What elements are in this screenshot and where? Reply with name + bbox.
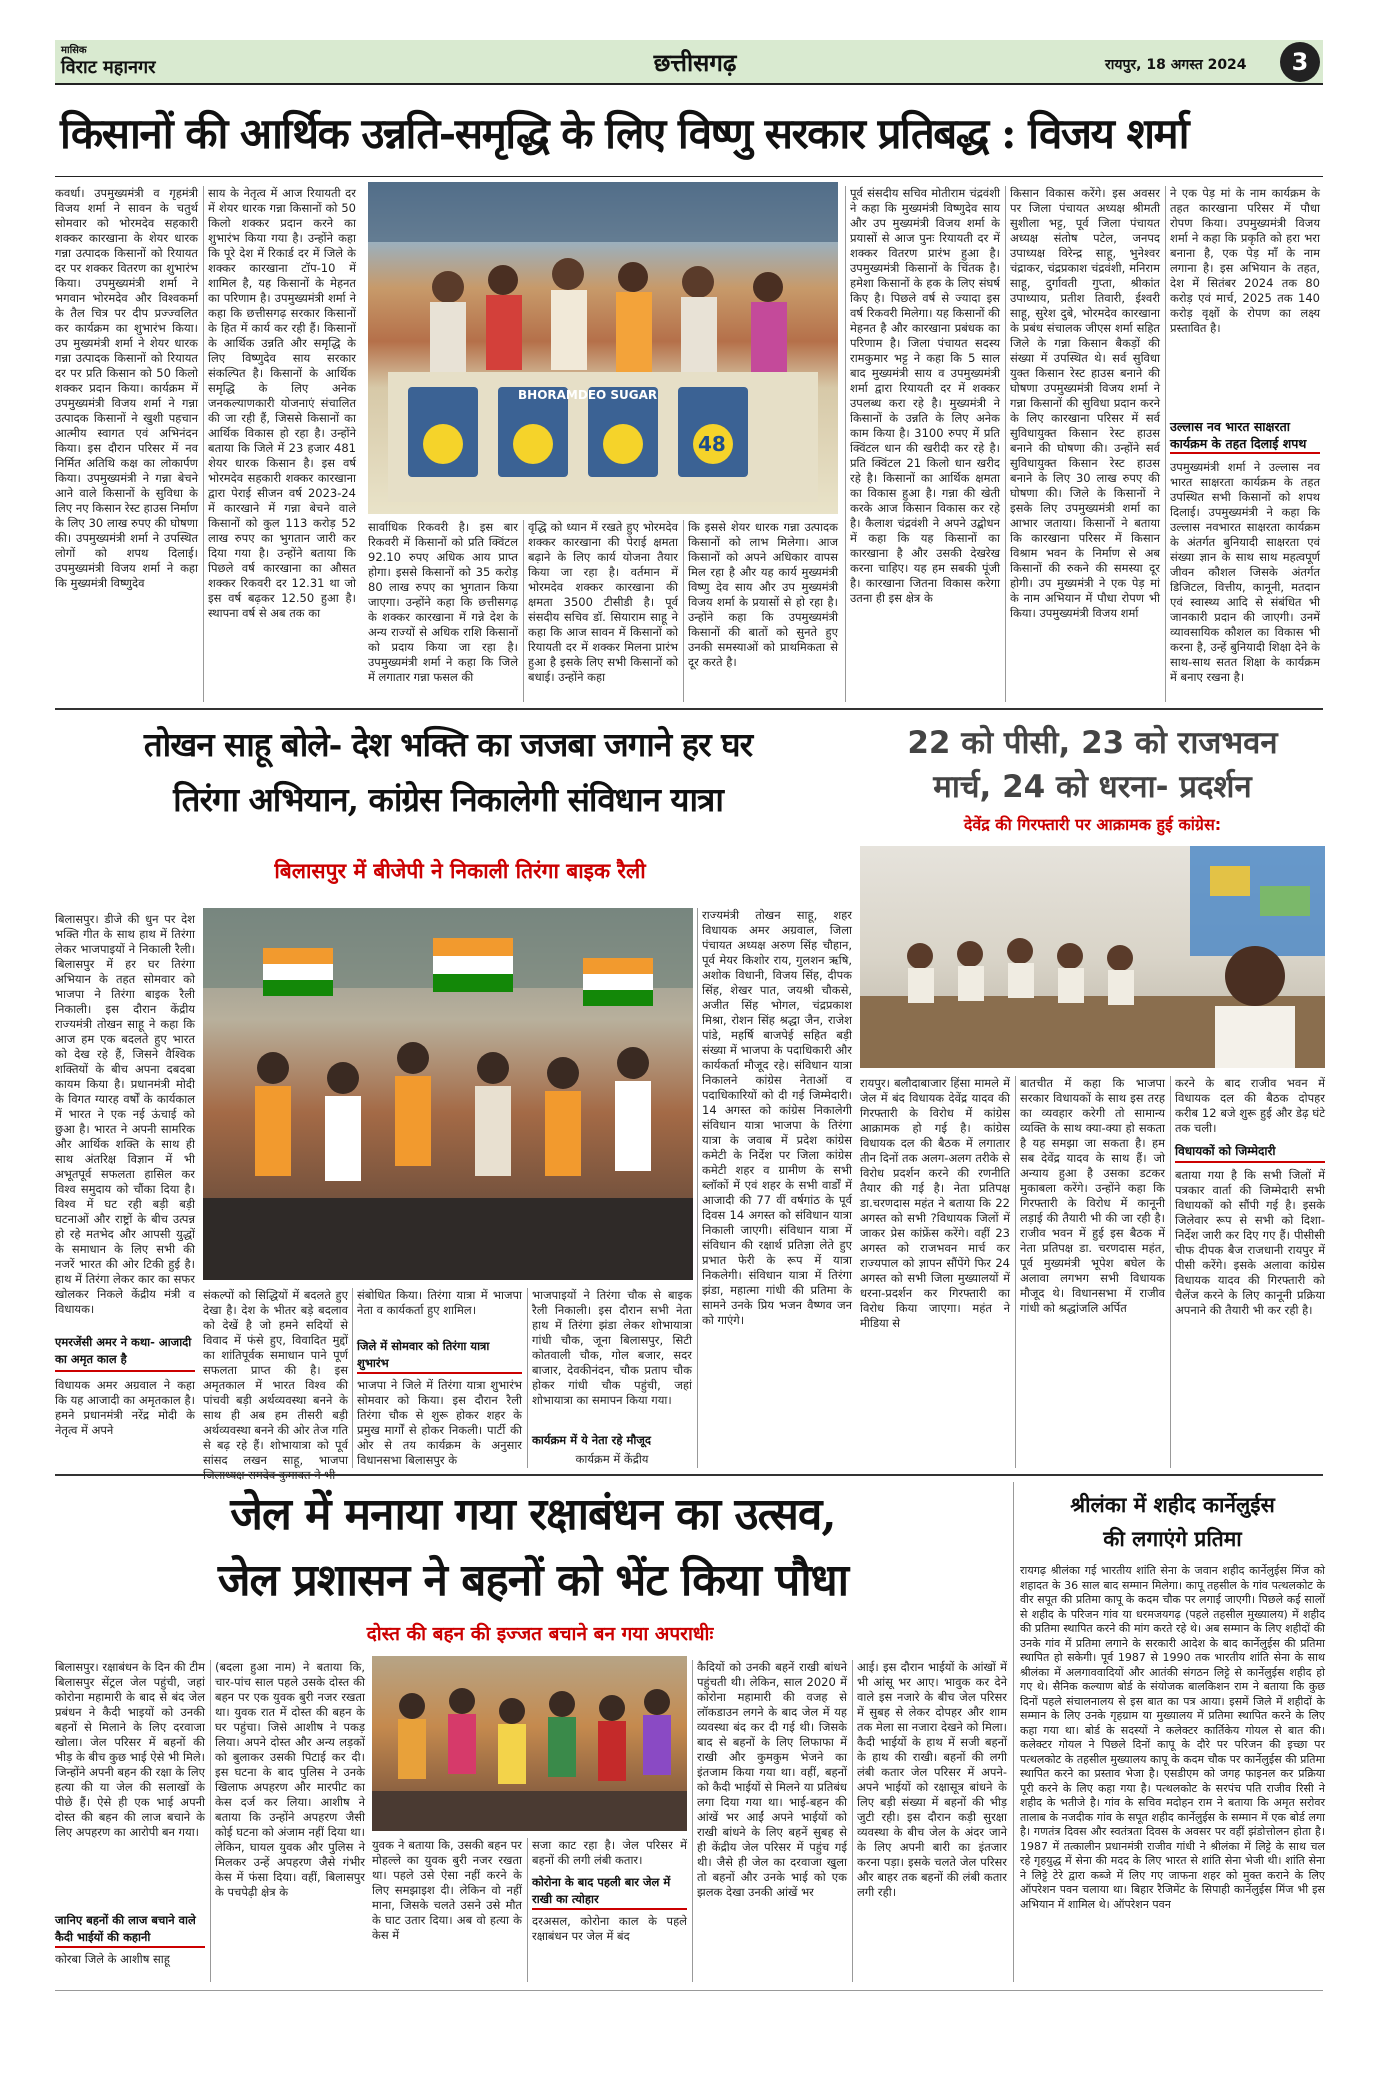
dharna-photo-scene bbox=[860, 846, 1325, 1068]
jail-col-3: युवक ने बताया कि, उसकी बहन पर मोहल्ले का युवक बुरी नजर रखता था। पहले उसे ऐसा नहीं करने के लिए समझाइश दी। लेकिन वो नहीं माना, जिसके चलते उसने उसे मौत के घाट उतार दिया। अब वो हत्या के केस में bbox=[372, 1838, 522, 1942]
jail-subheadline: दोस्त की बहन की इज्जत बचाने बन गया अपराधीः bbox=[366, 1623, 714, 1645]
lead-col-4: वृद्धि को ध्यान में रखते हुए भोरमदेव शक्कर कारखाना की पेराई क्षमता बढ़ाने के लिए कार्य योजना तैयार किया जा रहा है। वर्तमान में भोरमदेव शक्कर कारखाना की क्षमता 3500 टीसीडी है। पूर्व संसदीय सचिव डॉ. सियाराम साहू ने कहा कि आज सावन में किसानों को रियायती दर में शक्कर मिलना प्रारंभ हुआ है इसके लिए सभी किसानों को बधाई। उन्होंने कहा bbox=[528, 520, 678, 684]
dharna-col-3b: बताया गया है कि सभी जिलों में पत्रकार वार्ता की जिम्मेदारी सभी विधायकों को सौंपी गई है। इसके जिलेवार रूप से सभी को दिशा-निर्देश जारी कर दिए गए हैं। पीसीसी चीफ दीपक बैज राजधानी रायपुर में पीसी करेंगे। इसके अलावा कांग्रेस विधायक यादव की गिरफ्तारी को चैलेंज करने के लिए कानूनी प्रक्रिया अपनाने की तैयारी भी कर रही है। bbox=[1175, 1168, 1325, 1317]
lead-col-8a: ने एक पेड़ मां के नाम कार्यक्रम के तहत कारखाना परिसर में पौधा रोपण किया। उपमुख्यमंत्री विजय शर्मा ने कहा कि प्रकृति को हरा भरा बनाना है, एक पेड़ माँ के नाम लगाना है। इस अभियान के तहत, देश में सितंबर 2024 तक 80 करोड़ एवं मार्च, 2025 तक 140 करोड़ वृक्षों के रोपण का लक्ष्य प्रस्तावित है। bbox=[1170, 186, 1320, 335]
dharna-photo bbox=[860, 846, 1325, 1068]
tiranga-col-1: बिलासपुर। डीजे की धुन पर देश भक्ति गीत के साथ हाथ में तिरंगा लेकर भाजपाइयों ने निकाली रैली। बिलासपुर में हर घर तिरंगा अभियान के तहत सोमवार को भाजपा ने तिरंगा बाइक रैली निकाली। इस दौरान केंद्रीय राज्यमंत्री तोखन साहू ने कहा कि आज हम एक बदलते हुए भारत को देख रहे हैं, जिसने वैश्विक शक्तियों के बीच अपना दबदबा कायम किया है। प्रधानमंत्री मोदी के विगत ग्यारह वर्षों के कार्यकाल में भारत ने एक नई ऊंचाई को छुआ है। भारत ने अपनी सामरिक और आर्थिक शक्ति के साथ ही साथ अंतरिक्ष विज्ञान में भी अभूतपूर्व सफलता हासिल कर विश्व समुदाय को चौंका दिया है। विश्व में घट रही बड़ी बड़ी घटनाओं और राष्ट्रों के बीच उत्पन्न हो रहे मतभेद और आपसी युद्धों के समाधान के लिए सभी की नजरें भारत की ओर टिकी हुई है। हाथ में तिरंगा लेकर कार का सफर खोलकर निकले केंद्रीय मंत्री व विधायक। bbox=[55, 912, 195, 1316]
page-number-badge bbox=[1280, 42, 1320, 82]
page-number: 3 bbox=[1291, 48, 1309, 76]
jail-col-1-subhead: जानिए बहनों की लाज बचाने वाले कैदी भाईयों की कहानी bbox=[55, 1912, 205, 1948]
tiranga-photo-scene bbox=[203, 908, 693, 1280]
tiranga-headline-2: तिरंगा अभियान, कांग्रेस निकालेगी संविधान यात्रा bbox=[173, 780, 723, 819]
section-name: छत्तीसगढ़ bbox=[653, 48, 737, 77]
jail-headline-2: जेल प्रशासन ने बहनों को भेंट किया पौधा bbox=[217, 1555, 849, 1606]
jail-col-4: सजा काट रहा है। जेल परिसर में बहनों की लगी लंबी कतार। bbox=[532, 1838, 687, 1867]
jail-col-5: कैदियों को उनकी बहनें राखी बांधने पहुंचती थी। लेकिन, साल 2020 में कोरोना महामारी की वजह से लॉकडाउन लगने के बाद जेल में यह व्यवस्था बंद कर दी गई थी। जिसके बाद से बहनों के लिए लिफाफा में राखी और कुमकुम भेजने का इंतजाम किया गया था। वहीं, बहनों को कैदी भाईयों से मिलने या प्रतिबंध लगा दिया गया था। भाई-बहन की आंखें भर आईं अपने भाईयों को राखी बांधने के लिए बहनें सुबह से ही केंद्रीय जेल परिसर में पहुंच गई थी। जैसे ही जेल का दरवाजा खुला तो बहनों और उनके भाई को एक झलक देखा उनकी आंखें भर bbox=[697, 1660, 847, 1899]
dharna-subheadline: देवेंद्र की गिरफ्तारी पर आक्रामक हुई कांग्रेस: bbox=[963, 815, 1222, 834]
dharna-col-1: रायपुर। बलौदाबाजार हिंसा मामले में जेल में बंद विधायक देवेंद्र यादव की गिरफ्तारी के विरोध में कांग्रेस आक्रामक हो गई है। कांग्रेस विधायक दल की बैठक में लगातार तीन दिनों तक अलग-अलग तरीके से विरोध प्रदर्शन करने की रणनीति तैयार की गई है। नेता प्रतिपक्ष डा.चरणदास महंत ने बताया कि 22 अगस्त को सभी ?विधायक जिलों में जाकर प्रेस कांफ्रेंस करेंगे। वहीं 23 अगस्त को राजभवन मार्च कर राज्यपाल को ज्ञापन सौंपेंगे फिर 24 अगस्त को सभी जिला मुख्यालयों में धरना-प्रदर्शन कर गिरफ्तारी का विरोध किया जाएगा। महंत ने मीडिया से bbox=[860, 1076, 1010, 1330]
jail-headline-1: जेल में मनाया गया रक्षाबंधन का उत्सव, bbox=[230, 1489, 836, 1540]
tiranga-photo-caption: कार्यक्रम में केंद्रीय bbox=[575, 1452, 649, 1466]
dateline: रायपुर, 18 अगस्त 2024 bbox=[1105, 57, 1247, 73]
tiranga-col-5: राज्यमंत्री तोखन साहू, शहर विधायक अमर अग्रवाल, जिला पंचायत अध्यक्ष अरुण सिंह चौहान, पूर्व मेयर किशोर राय, गुलशन ऋषि, अशोक विधानी, विजय सिंह, दीपक सिंह, शेखर पात, जयश्री चौकसे, अजीत सिंह भोगल, चंद्रप्रकाश मिश्रा, रोशन सिंह श्रद्धा जैन, राजेश पांडे, महर्षि बाजपेई सहित बड़ी संख्या में भाजपा के पदाधिकारी और कार्यकर्ता मौजूद रहे। संविधान यात्रा निकालने कांग्रेस नेताओं व पदाधिकारियों को दी गई जिम्मेदारी। 14 अगस्त को कांग्रेस निकालेगी संविधान यात्रा भाजपा के तिरंगा यात्रा के जवाब में प्रदेश कांग्रेस कमेटी के निर्देश पर जिला कांग्रेस कमेटी शहर व ग्रामीण के सभी ब्लॉकों में एवं शहर के सभी वार्डों में आजादी की 77 वीं वर्षगांठ के पूर्व दिवस 14 अगस्त को संविधान यात्रा निकाली जाएगी। संविधान यात्रा में संविधान की रक्षार्थ प्रतिज्ञा लेते हुए प्रभात फेरी के रूप में यात्रा निकलेगी। संविधान यात्रा में तिरंगा झंडा, महात्मा गांधी की प्रतिमा के सामने उनके प्रिय भजन वैष्णव जन को गाएंगे। bbox=[702, 908, 852, 1327]
tiranga-headline-1: तोखन साहू बोले- देश भक्ति का जजबा जगाने हर घर bbox=[143, 725, 753, 764]
jail-photo-scene bbox=[372, 1656, 687, 1831]
srilanka-headline-2: की लगाएंगे प्रतिमा bbox=[1103, 1527, 1242, 1551]
tiranga-col-2: संकल्पों को सिद्धियों में बदलते हुए देखा है। देश के भीतर बड़े बदलाव को देखें है जो हमने सदियों से विवाद में फंसे हुए, विवादित मुद्दों का शांतिपूर्वक समाधान पाने पूर्ण सफलता प्राप्त की है। इस अमृतकाल में भारत विश्व की पांचवी बड़ी अर्थव्यवस्था बनने के साथ ही अब हम तीसरी बड़ी अर्थव्यवस्था बनने की ओर तेज गति से बढ़ रहे हैं। शोभायात्रा को पूर्व सांसद लखन साहू, भाजपा bbox=[203, 1288, 348, 1467]
dharna-col-3: करने के बाद राजीव भवन में विधायक दल की बैठक दोपहर करीब 12 बजे शुरू हुई और डेढ़ घंटे तक चली। bbox=[1175, 1076, 1325, 1135]
tiranga-col-3: संबोधित किया। तिरंगा यात्रा में भाजपा नेता व कार्यकर्ता हुए शामिल। bbox=[357, 1288, 522, 1317]
dharna-col-2: बातचीत में कहा कि भाजपा सरकार विधायकों के साथ इस तरह का व्यवहार करेगी तो सामान्य व्यक्ति के साथ क्या-क्या हो सकता है यह समझा जा सकता है। हम सब देवेंद्र यादव के साथ हैं। जो अन्याय हुआ है उसका डटकर मुकाबला करेंगे। उन्होंने कहा कि गिरफ्तारी के विरोध में कानूनी लड़ाई की तैयारी भी की जा रही है। राजीव भवन में हुई इस बैठक में नेता प्रतिपक्ष डा. चरणदास महंत, पूर्व मुख्यमंत्री भूपेश बघेल के अलावा लगभग सभी विधायक मौजूद थे। विधानसभा में राजीव गांधी को श्रद्धांजलि अर्पित bbox=[1020, 1076, 1165, 1315]
lead-photo-banner: BHORAMDEO SUGAR bbox=[518, 388, 658, 402]
lead-photo bbox=[368, 182, 838, 514]
lead-photo-number: 48 bbox=[698, 432, 726, 456]
jail-col-1: बिलासपुर। रक्षाबंधन के दिन की टीम बिलासपुर सेंट्रल जेल पहुंची, जहां कोरोना महामारी के बाद से बंद जेल प्रबंधन ने कैदी भाइयों को उनकी बहनों से मिलाने के लिए दरवाजा खोला। जेल परिसर में बहनों की भीड़ के बीच कुछ भाई ऐसे भी मिले। जिन्होंने अपनी बहन की रक्षा के लिए हत्या की या जेल की सलाखों के पीछे हैं। ऐसे ही एक भाई अपनी दोस्त की बहन की लाज बचाने के लिए अपहरण का आरोपी बन गया। bbox=[55, 1660, 205, 1839]
lead-photo-scene bbox=[368, 182, 838, 514]
dharna-col-3-subhead: विधायकों को जिम्मेदारी bbox=[1175, 1143, 1325, 1163]
dharna-headline-2: मार्च, 24 को धरना- प्रदर्शन bbox=[933, 769, 1252, 805]
tiranga-col-4-subhead: कार्यक्रम में ये नेता रहे मौजूद bbox=[532, 1433, 651, 1447]
lead-col-3: सार्वाधिक रिकवरी है। इस बार रिकवरी में किसानों को प्रति क्विंटल 92.10 रुपए अधिक आय प्राप्त होगा। इससे किसानों को 35 करोड़ 80 लाख रुपए का भुगतान किया जाएगा। उन्होंने कहा कि छत्तीसगढ़ के शक्कर कारखाना में गन्ने देश के अन्य राज्यों से अधिक राशि किसानों को प्रदाय किया जा रहा है। उपमुख्यमंत्री शर्मा ने कहा कि जिले में लगातार गन्ना फसल की bbox=[368, 520, 518, 684]
paper-name: विराट महानगर bbox=[61, 57, 156, 78]
tiranga-col-3b: भाजपा ने जिले में तिरंगा यात्रा शुभारंभ सोमवार को किया। इस दौरान रैली तिरंगा चौक से शुरू होकर शहर के प्रमुख मार्गों से होकर निकली। पार्टी की ओर से तय कार्यक्रम के अनुसार विधानसभा बिलासपुर के bbox=[357, 1378, 522, 1467]
tiranga-col-1-subhead: एमरजेंसी अमर ने कथा- आजादी का अमृत काल है bbox=[55, 1334, 195, 1372]
lead-col-5: कि इससे शेयर धारक गन्ना उत्पादक किसानों को लाभ मिलेगा। आज किसानों को अपने अधिकार वापस मिल रहा है और यह कार्य मुख्यमंत्री विष्णु देव साय और उप मुख्यमंत्री विजय शर्मा के प्रयासों से हो रहा है। उन्होंने कहा कि उपमुख्यमंत्री किसानों की बातों को सुनते हुए उनकी समस्याओं को प्राथमिकता से दूर करते है। bbox=[688, 520, 838, 669]
jail-col-1b: कोरबा जिले के आशीष साहू bbox=[55, 1952, 170, 1966]
srilanka-headline-1: श्रीलंका में शहीद कार्नेलुईस bbox=[1070, 1493, 1275, 1517]
lead-headline: किसानों की आर्थिक उन्नति-समृद्धि के लिए विष्णु सरकार प्रतिबद्ध : विजय शर्मा bbox=[60, 109, 1189, 158]
tiranga-col-1b: विधायक अमर अग्रवाल ने कहा कि यह आजादी का अमृतकाल है। हमने प्रधानमंत्री नरेंद्र मोदी के नेतृत्व में अपने bbox=[55, 1378, 195, 1437]
tiranga-col-3-subhead: जिले में सोमवार को तिरंगा यात्रा शुभारंभ bbox=[357, 1338, 522, 1374]
tiranga-subheadline: बिलासपुर में बीजेपी ने निकाली तिरंगा बाइक रैली bbox=[274, 859, 646, 883]
lead-col-7: किसान विकास करेंगे। इस अवसर पर जिला पंचायत अध्यक्ष श्रीमती सुशीला भट्ट, पूर्व जिला पंचायत अध्यक्ष संतोष पटेल, जनपद उपाध्यक्ष विरेन्द्र साहू, भुनेश्वर चंद्राकर, चंद्रप्रकाश चंद्रवंशी, मनिराम साहू, दुर्गावती गुप्ता, श्रीकांत उपाध्याय, प्रतीश तिवारी, ईश्वरी साहू, सुरेश दुबे, भोरमदेव कारखाना के प्रबंध संचालक जीएस शर्मा सहित जिले के गन्ना किसान बैकड़ों की संख्या में उपस्थित थे। सर्व सुविधा युक्त किसान रेस्ट हाउस बनाने की घोषणा उपमुख्यमंत्री विजय शर्मा ने गन्ना किसानों की सुविधा प्रदान करने के लिए कारखाना परिसर में सर्व सुविधायुक्त किसान रेस्ट हाउस बनाने की घोषणा की। उन्होंने सर्व सुविधायुक्त किसान रेस्ट हाउस बनाने के लिए 30 लाख रुपए की घोषणा की। जिले के किसानों ने इसके लिए उपमुख्यमंत्री शर्मा का आभार जताया। किसानों ने बताया कि कारखाना परिसर में किसान विश्राम भवन के निर्माण से अब किसानों की रुकने की समस्या दूर होगी। उप मुख्यमंत्री ने एक पेड़ मां के नाम अभियान में पौधा रोपण भी किया। उपमुख्यमंत्री विजय शर्मा bbox=[1010, 186, 1160, 620]
lead-col-1: कवर्धा। उपमुख्यमंत्री व गृहमंत्री विजय शर्मा ने सावन के चतुर्थ सोमवार को भोरमदेव सहकारी शक्कर कारखाना के शेयर धारक गन्ना उत्पादक किसानों को रियायत दर पर शक्कर वितरण का शुभारंभ किया। उपमुख्यमंत्री शर्मा ने भगवान भोरमदेव और विश्वकर्मा के तैल चित्र पर दीप प्रज्ज्वलित कर कार्यक्रम का शुभारंभ किया। उप मुख्यमंत्री शर्मा ने शेयर धारक गन्ना उत्पादक किसानों को रियायत दर पर प्रति किसान को 50 किलो शक्कर प्रदान किया। कार्यक्रम में उपमुख्यमंत्री विजय शर्मा ने गन्ना उत्पादक किसानों ने खुशी पहचान आत्मीय स्वागत एवं अभिनंदन किया। इस दौरान परिसर में नव निर्मित अतिथि कक्ष का लोकार्पण किया। उपमुख्यमंत्री ने गन्ना बेचने आने वाले किसानों के सुविधा के लिए नए किसान रेस्ट हाउस निर्माण के लिए 30 लाख रुपए की घोषणा की। उपमुख्यमंत्री शर्मा ने उपस्थित लोगों को शपथ दिलाई। उपमुख्यमंत्री विजय शर्मा ने कहा कि मुख्यमंत्री विष्णुदेव bbox=[55, 186, 198, 590]
tiranga-photo bbox=[203, 908, 693, 1280]
lead-col-8-subhead: उल्लास नव भारत साक्षरता कार्यक्रम के तहत दिलाई शपथ bbox=[1170, 418, 1320, 454]
jail-col-4b: दरअसल, कोरोना काल के पहले रक्षाबंधन पर जेल में बंद bbox=[532, 1914, 687, 1943]
frequency-label: मासिक bbox=[61, 45, 87, 56]
lead-col-8b: उपमुख्यमंत्री शर्मा ने उल्लास नव भारत साक्षरता कार्यक्रम के तहत उपस्थित सभी किसानों को शपथ दिलाई। उपमुख्यमंत्री ने कहा कि उल्लास नवभारत साक्षरता कार्यक्रम के अंतर्गत बुनियादी साक्षरता एवं संख्या ज्ञान के साथ साथ महत्वपूर्ण जीवन कौशल जिसके अंतर्गत डिजिटल, वित्तीय, कानूनी, मतदान एवं स्वास्थ्य आदि से संबंधित भी जानकारी प्रदान की जाएगी। उनमें व्यावसायिक कौशल का विकास भी करना है, उन्हें बुनियादी शिक्षा देने के साथ-साथ सतत शिक्षा के कार्यक्रम में बनाए रखना है। bbox=[1170, 460, 1320, 684]
jail-col-6: आई। इस दौरान भाईयों के आंखों में भी आंसू भर आए। भावुक कर देने वाले इस नजारे के बीच जेल परिसर में सुबह से लेकर दोपहर और शाम तक मेला सा नजारा देखने को मिला। कैदी भाईयों के हाथ में सजी बहनों के हाथ की राखी। बहनों की लगी लंबी कतार जेल परिसर में अपने-अपने भाईयों को रक्षासूत्र बांधने के लिए बड़ी संख्या में बहनों की भीड़ जुटी रही। इस दौरान कड़ी सुरक्षा व्यवस्था के बीच जेल के अंदर जाने के लिए अपनी बारी का इंतजार करना पड़ा। इसके चलते जेल परिसर और बाहर तक बहनों की लंबी कतार लगी रही। bbox=[857, 1660, 1007, 1899]
tiranga-col-4: भाजपाइयों ने तिरंगा चौक से बाइक रैली निकाली। इस दौरान सभी नेता हाथ में तिरंगा झंडा लेकर शोभायात्रा गांधी चौक, जूना बिलासपुर, सिटी कोतवाली चौक, गोल बजार, सदर बाजार, देवकीनंदन, चौक प्रताप चौक होकर गांधी चौक पहुंची, जहां शोभायात्रा का समापन किया गया। bbox=[532, 1288, 692, 1407]
srilanka-body: रायगढ़ श्रीलंका गई भारतीय शांति सेना के जवान शहीद कार्नेलुईस मिंज को शहादत के 36 साल बाद सम्मान मिलेगा। कापू तहसील के गांव पत्थलकोट के वीर सपूत की प्रतिमा कापू के कदम चौक पर लगाई जाएगी। पिछले कई सालों से शहीद के परिजन गांव या धरमजयगढ़ (पहले तहसील मुख्यालय) में शहीद की प्रतिमा स्थापित करने की मांग करते रहे थे। अब सम्मान के लिए शहीदों की उनके गांव में प्रतिमा लगाने के सरकारी आदेश के बाद कार्नेलुईस की प्रतिमा स्थापित हो सकेगी। पूर्व 1987 से 1990 तक भारतीय शांति सेना के साथ श्रीलंका में अलगाववादियों और आतंकी संगठन लिट्टे से कार्नेलुईस शहीद हो गए थे। सैनिक कल्याण बोर्ड के संयोजक बालकिशन राम ने बताया कि कुछ दिनों पहले संचालनालय से इस बात का पत्र आया। इसमें जिले में शहीदों के सम्मान के लिए उनके गृहग्राम या मुख्यालय में प्रतिमा स्थापित करने के लिए कहा गया था। बोर्ड के सदस्यों ने कलेक्टर कार्तिकेय गोयल से बात की। कलेक्टर गोयल ने पिछले दिनों कापू के दौरे पर परिजन की इच्छा पर पत्थलकोट के तहसील मुख्यालय कापू के कदम चौक पर कार्नेलुईस की प्रतिमा स्थापित करने का प्रस्ताव भेजा है। एसडीएम को जगह फाइनल कर प्रक्रिया पूरी करने के लिए कहा गया है। पत्थलकोट के सरपंच पति राजीव रिसी ने शहीद के भतीजे है। गांव के सचिव मदोहन राम ने बताया कि अमृत सरोवर तालाब के नजदीक गांव के सपूत शहीद कार्नेलुईस के सम्मान में एक बोर्ड लगा है। गणतंत्र दिवस और स्वतंत्रता दिवस के अवसर पर वहीं झंडोत्तोलन होता है। 1987 में तत्कालीन प्रधानमंत्री राजीव गांधी ने श्रीलंका में लिट्टे के साथ चल रहे गृहयुद्ध में सेना की मदद के लिए भारत से शांति सेना भेजी थी। शांति सेना ने लिट्टे टेरे द्वारा कब्जे में लिए गए जाफना शहर को मुक्त कराने के लिए ऑपरेशन पवन चलाया था। बिहार रैजिमेंट के सिपाही कार्नेलुईस मिंज भी इस अभियान में शामिल थे। ऑपरेशन पवन bbox=[1020, 1564, 1325, 1911]
jail-photo bbox=[372, 1656, 687, 1831]
jail-col-2: (बदला हुआ नाम) ने बताया कि, चार-पांच साल पहले उसके दोस्त की बहन पर एक युवक बुरी नजर रखता था। युवक रात में दोस्त की बहन के घर पहुंचा। जिसे आशीष ने पकड़ लिया। अपने दोस्त और अन्य लड़कों को बुलाकर उसकी पिटाई कर दी। इस घटना के बाद पुलिस ने उनके खिलाफ अपहरण और मारपीट का केस दर्ज कर लिया। आशीष ने बताया कि उन्होंने अपहरण जैसी कोई घटना को अंजाम नहीं दिया था। लेकिन, घायल युवक और पुलिस ने मिलकर उन्हें अपहरण जैसे गंभीर केस में फंसा दिया। वहीं, बिलासपुर के पचपेढ़ी क्षेत्र के bbox=[215, 1660, 365, 1899]
dharna-headline-1: 22 को पीसी, 23 को राजभवन bbox=[907, 725, 1278, 761]
lead-col-2: साय के नेतृत्व में आज रियायती दर में शेयर धारक गन्ना किसानों को 50 किलो शक्कर प्रदान करने का शुभारंभ किया गया है। उन्होंने कहा कि पूरे देश में रिकार्ड दर में जिले के शक्कर कारखाना टॉप-10 में शामिल है, यह किसानों के मेहनत का परिणाम है। उपमुख्यमंत्री शर्मा ने कहा कि छत्तीसगढ़ सरकार किसानों के हित में कार्य कर रही हैं। किसानों के आर्थिक उन्नति और समृद्धि के लिए विष्णुदेव साय सरकार संकल्पित है। किसानों के आर्थिक समृद्धि के लिए अनेक जनकल्याणकारी योजनाएं संचालित की जा रही हैं, जिससे किसानों का आर्थिक विकास हो रहा है। उन्होंने बताया कि जिले में 23 हजार 481 शेयर धारक किसान है। इस वर्ष भोरमदेव सहकारी शक्कर कारखाना द्वारा पेराई सीजन वर्ष 2023-24 में कारखाने में गन्ना बेचने वाले किसानों को कुल 113 करोड़ 52 लाख रुपए का भुगतान जारी कर दिया गया है। उन्होंने बताया कि पिछले वर्ष कारखाना का औसत शक्कर रिकवरी दर 12.31 था जो इस वर्ष बढ़कर 12.50 हुआ है। स्थापना वर्ष से अब तक का bbox=[208, 186, 356, 620]
masthead bbox=[55, 40, 1323, 85]
jail-col-4-subhead: कोरोना के बाद पहली बार जेल में राखी का त्योहार bbox=[532, 1874, 687, 1910]
lead-col-6: पूर्व संसदीय सचिव मोतीराम चंद्रवंशी ने कहा कि मुख्यमंत्री विष्णुदेव साय और उप मुख्यमंत्री विजय शर्मा के प्रयासों से आज पुनः रियायती दर में शक्कर वितरण प्रारंभ हुआ है। उपमुख्यमंत्री किसानों के चिंतक है। हमेशा किसानों के हक के लिए संघर्ष किए है। पिछले वर्ष से ज्यादा इस वर्ष रिकवरी मिलेगा। यह किसानों की मेहनत है और कारखाना प्रबंधक का परिणाम है। जिला पंचायत सदस्य रामकुमार भट्ट ने कहा कि 5 साल बाद मुख्यमंत्री साय व उपमुख्यमंत्री शर्मा द्वारा रियायती दर में शक्कर उपलब्ध करा रहे है। मुख्यमंत्री ने किसानों के उन्नति के लिए अनेक काम किया है। 3100 रुपए में प्रति क्विंटल धान की खरीदी कर रहे है। प्रति क्विंटल 21 किलो धान खरीद रहे है। किसानों का आर्थिक क्षमता का विकास हुआ है। गन्ना की खेती करके आज किसान विकास कर रहे है। कैलाश चंद्रवंशी ने अपने उद्बोधन में कहा कि यह किसानों का कारखाना है और उसकी देखरेख करना चाहिए। यह हम सबकी पूंजी है। कारखाना जितना विकास करेगा उतना ही इस क्षेत्र के bbox=[850, 186, 1000, 605]
